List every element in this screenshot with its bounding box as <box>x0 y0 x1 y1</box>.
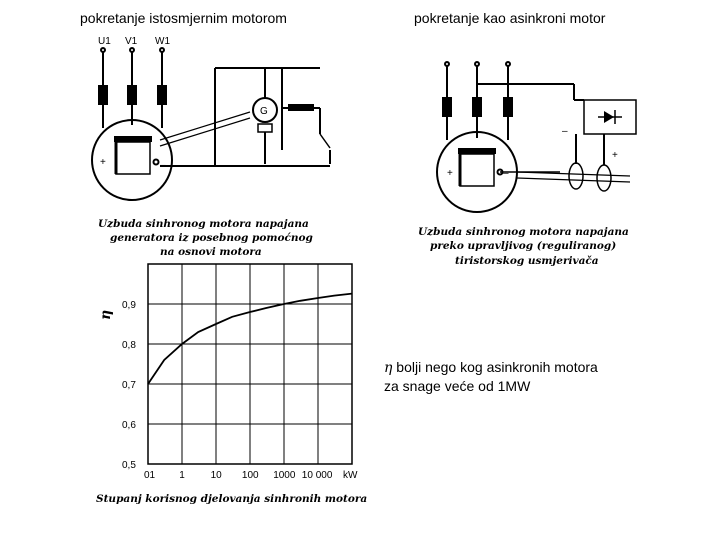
left-caption-line-1: Uzbuda sinhronog motora napajana <box>98 218 309 230</box>
efficiency-note-text-1: bolji nego kog asinkronih motora <box>396 359 598 375</box>
efficiency-note-line-2: za snage veće od 1MW <box>384 378 531 394</box>
left-caption-line-3: na osnovi motora <box>160 246 262 258</box>
y-tick-label: 0,8 <box>122 340 136 351</box>
right-caption-line-2: preko upravljivog (reguliranog) <box>430 240 617 252</box>
svg-text:+: + <box>100 157 106 168</box>
x-tick-label: 10 <box>210 470 222 481</box>
efficiency-chart <box>96 264 367 505</box>
exciter-1 <box>569 163 583 189</box>
right-caption-line-3: tiristorskog usmjerivača <box>455 255 599 267</box>
terminal-v1 <box>130 48 134 52</box>
y-tick-label: 0,5 <box>122 460 136 471</box>
chart-ticks <box>122 300 358 481</box>
x-tick-label: 1 <box>179 470 185 481</box>
fuse-u1 <box>99 86 107 104</box>
fuse-r3 <box>504 98 512 116</box>
x-tick-label: 100 <box>241 470 259 481</box>
terminal-label-u1: U1 <box>98 36 111 47</box>
y-axis-label: η <box>98 309 114 320</box>
generator-label: G <box>260 106 268 117</box>
chart-grid <box>148 264 352 464</box>
x-unit-label: kW <box>343 470 358 481</box>
right-caption-line-1: Uzbuda sinhronog motora napajana <box>418 226 629 238</box>
fuse-r2 <box>473 98 481 116</box>
fuse-w1 <box>158 86 166 104</box>
x-tick-label: 10 000 <box>301 470 333 481</box>
eta-symbol: η <box>384 360 393 376</box>
right-heading: pokretanje kao asinkroni motor <box>414 10 606 26</box>
fuse-v1 <box>128 86 136 104</box>
efficiency-note <box>384 358 598 395</box>
left-caption <box>98 218 313 258</box>
right-caption <box>418 226 629 267</box>
fuse-r1 <box>443 98 451 116</box>
svg-text:–: – <box>160 160 166 171</box>
right-schematic <box>437 62 636 212</box>
x-axis-label: Stupanj korisnog djelovanja sinhronih motora <box>96 493 368 505</box>
x-tick-label: 1000 <box>273 470 296 481</box>
terminal-w1 <box>160 48 164 52</box>
terminal-label-v1: V1 <box>125 36 138 47</box>
x-tick-label: 01 <box>144 470 156 481</box>
left-caption-line-2: generatora iz posebnog pomoćnog <box>110 232 313 244</box>
terminal-u1 <box>101 48 105 52</box>
svg-text:+: + <box>612 150 618 161</box>
y-tick-label: 0,9 <box>122 300 136 311</box>
svg-text:+: + <box>447 168 453 179</box>
terminal-label-w1: W1 <box>155 36 170 47</box>
left-heading: pokretanje istosmjernim motorom <box>80 10 287 26</box>
y-tick-label: 0,7 <box>122 380 136 391</box>
field-resistor <box>288 104 314 111</box>
svg-text:–: – <box>503 168 509 179</box>
y-tick-label: 0,6 <box>122 420 136 431</box>
svg-text:–: – <box>562 126 568 137</box>
exciter-2 <box>597 165 611 191</box>
left-schematic <box>92 36 330 200</box>
efficiency-note-line-1 <box>384 358 598 377</box>
